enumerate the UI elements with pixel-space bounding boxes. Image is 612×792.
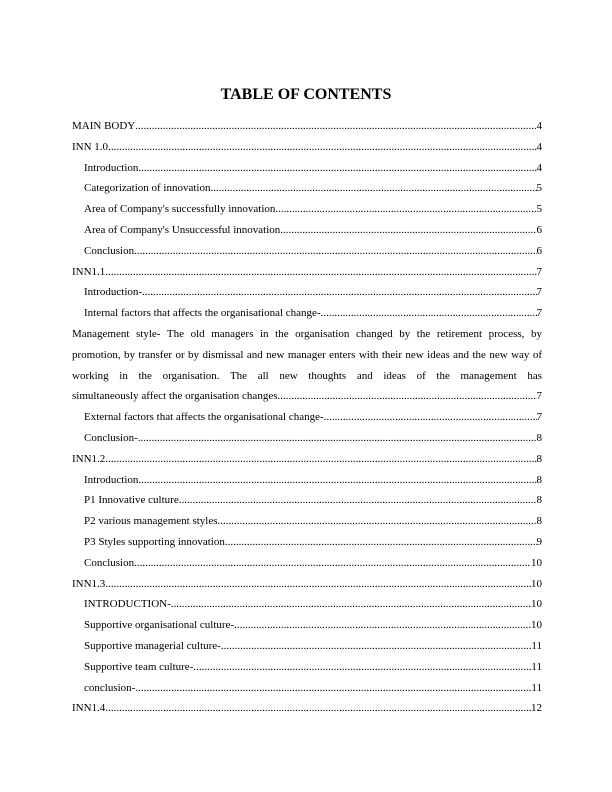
toc-entry-conclusion[interactable] (72, 678, 542, 699)
toc-entry-conclusion[interactable] (72, 428, 542, 449)
toc-entry-title: Supportive team culture- (84, 660, 194, 673)
toc-entry-title: INN1.4 (72, 702, 106, 715)
dot-leader (105, 574, 531, 595)
toc-entry-external-factors-that-affects-the-organisational-change[interactable] (72, 407, 542, 428)
toc-entry-title: conclusion- (84, 681, 136, 694)
toc-entry-paragraph-last-line: simultaneously affect the organisation changes. (72, 390, 281, 403)
table-of-contents (72, 116, 542, 719)
toc-entry-main-body[interactable] (72, 116, 542, 137)
toc-entry-title: Introduction (84, 473, 139, 486)
toc-entry-page-number: 5 (536, 182, 542, 195)
toc-entry-title: MAIN BODY (72, 120, 136, 132)
toc-entry-title: Area of Company's successfully innovation (84, 203, 276, 216)
dot-leader (142, 282, 536, 303)
dot-leader (105, 449, 536, 470)
toc-entry-title: Introduction- (84, 286, 143, 299)
page-title: TABLE OF CONTENTS (220, 86, 392, 103)
dot-leader (135, 116, 536, 137)
dot-leader (324, 407, 537, 428)
toc-entry-page-number: 7 (536, 307, 542, 320)
dot-leader (280, 220, 536, 241)
dot-leader (280, 386, 536, 407)
dot-leader (171, 594, 531, 615)
dot-leader (225, 532, 537, 553)
toc-entry-conclusion[interactable] (72, 241, 542, 262)
dot-leader (105, 262, 536, 283)
toc-entry-title: INN1.2 (72, 452, 106, 465)
toc-entry-conclusion[interactable] (72, 553, 542, 574)
toc-entry-area-of-company-s-unsuccessful-innovation[interactable] (72, 220, 542, 241)
toc-entry-page-number: 6 (536, 223, 542, 236)
toc-entry-page-number: 10 (531, 619, 542, 632)
toc-entry-page-number: 11 (531, 639, 542, 652)
dot-leader (210, 178, 536, 199)
dot-leader (135, 678, 531, 699)
toc-entry-title: Introduction (84, 161, 139, 174)
toc-entry-page-number: 7 (536, 286, 542, 299)
toc-entry-page-number: 12 (531, 702, 542, 715)
toc-entry-page-number: 4 (536, 161, 542, 174)
toc-entry-page-number: 10 (531, 556, 542, 569)
toc-entry-introduction[interactable] (72, 594, 542, 615)
dot-leader (138, 428, 537, 449)
dot-leader (108, 137, 536, 158)
dot-leader (321, 303, 537, 324)
toc-entry-page-number: 4 (536, 140, 542, 153)
toc-entry-title: Categorization of innovation (84, 182, 211, 195)
toc-entry-inn-1-0[interactable] (72, 137, 542, 158)
toc-entry-page-number: 8 (536, 494, 542, 507)
toc-entry-title: Supportive managerial culture- (84, 639, 221, 652)
toc-entry-title: Supportive organisational culture- (84, 619, 235, 632)
toc-entry-title: Conclusion- (84, 431, 138, 444)
toc-entry-page-number: 8 (536, 473, 542, 486)
toc-entry-paragraph-text: Management style- The old managers in the organisation changed by the retirement process, by promotion, by transfer or by dismissal and new manager enters with their new ideas and the new way of working in the organisation. The all new thoughts and ideas of the management has (72, 327, 542, 382)
toc-entry-inn1-3[interactable] (72, 574, 542, 595)
dot-leader (138, 470, 536, 491)
toc-entry-inn1-4[interactable] (72, 698, 542, 719)
toc-entry-title: Internal factors that affects the organisational change- (84, 307, 321, 320)
dot-leader (105, 698, 531, 719)
toc-entry-title: P2 various management styles (84, 515, 218, 528)
toc-entry-page-number: 6 (536, 244, 542, 257)
toc-entry-area-of-company-s-successfully-innovation[interactable] (72, 199, 542, 220)
toc-entry-title: INN1.3 (72, 577, 106, 590)
toc-entry-inn1-1[interactable] (72, 262, 542, 283)
toc-entry-page-number: 11 (531, 660, 542, 673)
toc-entry-title: Area of Company's Unsuccessful innovation (84, 223, 281, 236)
toc-entry-page-number: 8 (536, 452, 542, 465)
toc-entry-introduction[interactable] (72, 282, 542, 303)
toc-entry-page-number: 7 (536, 390, 542, 403)
toc-entry-title: Conclusion (84, 556, 135, 569)
dot-leader (221, 636, 532, 657)
toc-entry-page-number: 8 (536, 431, 542, 444)
toc-entry-title: INN 1.0 (72, 140, 109, 153)
toc-entry-title: INTRODUCTION- (84, 598, 171, 611)
toc-entry-page-number: 7 (536, 411, 542, 424)
toc-entry-supportive-team-culture[interactable] (72, 657, 542, 678)
toc-entry-page-number: 9 (536, 535, 542, 548)
toc-entry-page-number: 5 (536, 203, 542, 216)
toc-entry-title: INN1.1 (72, 265, 106, 278)
dot-leader (179, 490, 537, 511)
toc-entry-page-number: 8 (536, 515, 542, 528)
dot-leader (193, 657, 531, 678)
toc-entry-introduction[interactable] (72, 470, 542, 491)
dot-leader (138, 158, 536, 179)
toc-entry-internal-factors-that-affects-the-organisational-change[interactable] (72, 303, 542, 324)
toc-entry-supportive-managerial-culture[interactable] (72, 636, 542, 657)
dot-leader (275, 199, 536, 220)
toc-entry-title: External factors that affects the organisational change- (84, 411, 324, 424)
toc-entry-introduction[interactable] (72, 158, 542, 179)
toc-entry-inn1-2[interactable] (72, 449, 542, 470)
toc-entry-title: Conclusion (84, 244, 135, 257)
toc-entry-p2-various-management-styles[interactable] (72, 511, 542, 532)
toc-entry-page-number: 11 (531, 681, 542, 694)
toc-entry-title: P1 Innovative culture (84, 494, 179, 507)
toc-entry-title: P3 Styles supporting innovation (84, 535, 225, 548)
dot-leader (134, 241, 536, 262)
toc-entry-page-number: 10 (531, 577, 542, 590)
toc-entry-supportive-organisational-culture[interactable] (72, 615, 542, 636)
toc-entry-page-number: 4 (536, 120, 542, 132)
toc-entry-p1-innovative-culture[interactable] (72, 490, 542, 511)
toc-entry-management-style[interactable] (72, 324, 542, 407)
dot-leader (134, 553, 531, 574)
toc-entry-p3-styles-supporting-innovation[interactable] (72, 532, 542, 553)
toc-entry-page-number: 7 (536, 265, 542, 278)
toc-entry-categorization-of-innovation[interactable] (72, 178, 542, 199)
dot-leader (218, 511, 537, 532)
dot-leader (234, 615, 531, 636)
toc-entry-page-number: 10 (531, 598, 542, 611)
